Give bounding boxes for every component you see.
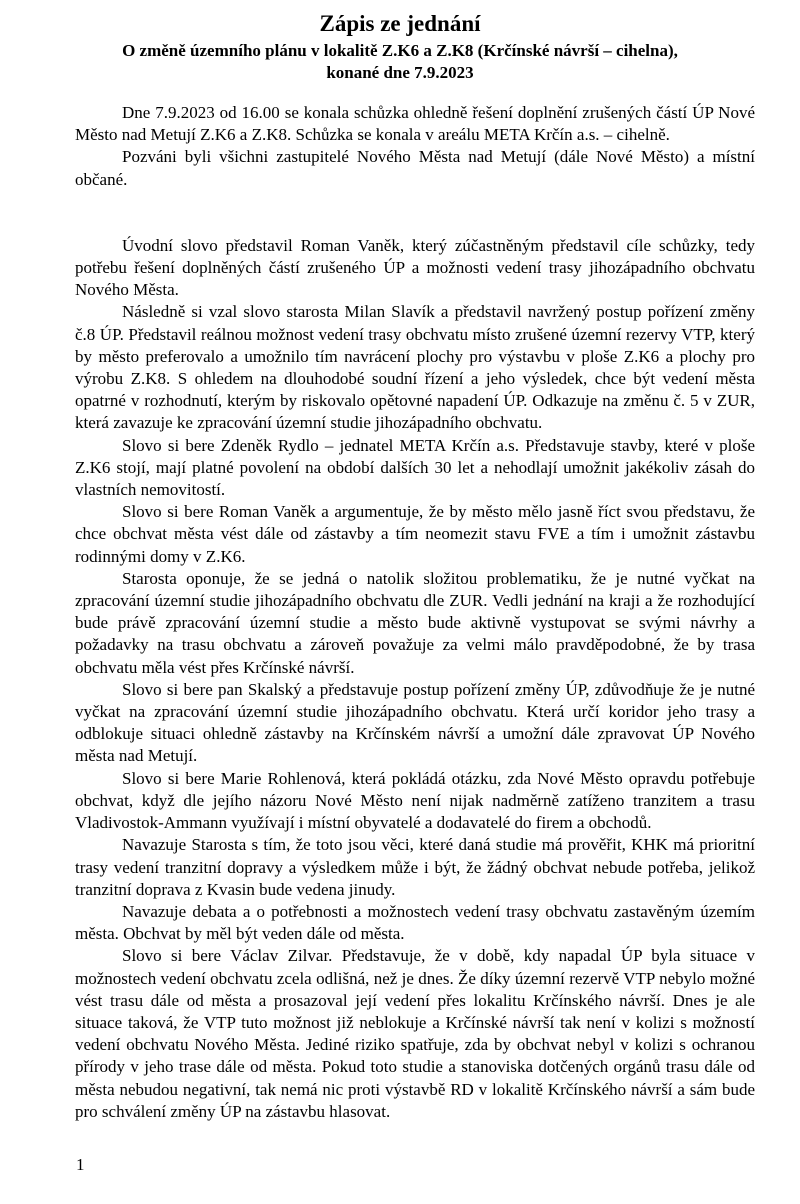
paragraph: Navazuje Starosta s tím, že toto jsou věci, které daná studie má prověřit, KHK má prioritní trasy vedení tranzitní dopravy a výsledkem může i být, že žádný obchvat nebude potřeba, jelikož tranzitní doprava z Kvasin bude vedena jinudy.: [75, 835, 755, 899]
paragraph: Slovo si bere Václav Zilvar. Představuje, že v době, kdy napadal ÚP byla situace v možnostech vedení obchvatu zcela odlišná, než je dnes. Že díky územní rezervě VTP nebylo možné vést trasu dále od města a prosazoval její vedení přes lokalitu Krčínského návrší. Dnes je ale situace taková, že VTP tuto možnost již neblokuje a Krčínské návrší tak není v kolizi s možností vedení obchvatu Nového Města. Jediné riziko spatřuje, zda by obchvat nebyl v kolizi s ochranou přírody v jeho trase dále od města. Pokud toto studie a stanoviska dotčených orgánů trasu dále od města nebudou negativní, tak nemá nic proti výstavbě RD v lokalitě Krčínského návrší a sám bude pro schválení změny ÚP na zástavbu hlasovat.: [75, 946, 755, 1121]
paragraph-intro: Pozváni byli všichni zastupitelé Nového Města nad Metují (dále Nové Město) a místní občané.: [75, 147, 755, 189]
paragraph: Úvodní slovo představil Roman Vaněk, který zúčastněným představil cíle schůzky, tedy potřebu řešení doplněných částí zrušeného ÚP a možnosti vedení trasy jihozápadního obchvatu Nového Města.: [75, 235, 755, 300]
paragraph: Starosta oponuje, že se jedná o natolik složitou problematiku, že je nutné vyčkat na zpracování územní studie jihozápadního obchvatu dle ZUR. Vedli jednání na kraji a že rozhodující bude právě zpracování územní studie a město bude aktivně vystupovat se svými návrhy a požadavky na trasu obchvatu a zároveň považuje za velmi málo pravděpodobné, že by trasa obchvatu měla vést přes Krčínské návrší.: [75, 568, 755, 677]
document-body: [75, 102, 755, 1123]
page-number: 1: [76, 1155, 85, 1174]
page-title: Zápis ze jednání: [319, 11, 481, 36]
paragraph: Slovo si bere Roman Vaněk a argumentuje, že by město mělo jasně říct svou představu, že chce obchvat města vést dále od zástavby a tím neomezit stavu FVE a tím i umožnit zástavbu rodinnými domy v Z.K6.: [75, 502, 755, 566]
paragraph-intro: Dne 7.9.2023 od 16.00 se konala schůzka ohledně řešení doplnění zrušených částí ÚP Nové Město nad Metují Z.K6 a Z.K8. Schůzka se konala v areálu META Krčín a.s. – cihelně.: [75, 103, 755, 145]
paragraph: Slovo si bere pan Skalský a představuje postup pořízení změny ÚP, zdůvodňuje že je nutné vyčkat na zpracování územní studie jihozápadního obchvatu. Která určí koridor jeho trasy a odblokuje situaci ohledně zástavby na Krčínském návrší a umožní dále zpravovat ÚP Nového města nad Metují.: [75, 679, 755, 766]
paragraph: Slovo si bere Marie Rohlenová, která pokládá otázku, zda Nové Město opravdu potřebuje obchvat, když dle jejího názoru Nové Město není nijak nadměrně zatíženo tranzitem a trasu Vladivostok-Ammann využívají i místní obyvatelé a dodavatelé do firem a obchodů.: [75, 768, 755, 833]
paragraph: Slovo si bere Zdeněk Rydlo – jednatel META Krčín a.s. Představuje stavby, které v ploše Z.K6 stojí, mají platné povolení na období dalších 30 let a nehodlají umožnit jakékoliv zásah do vlastních nemovitostí.: [75, 435, 755, 500]
subtitle-line-1: O změně územního plánu v lokalitě Z.K6 a Z.K8 (Krčínské návrší – cihelna),: [122, 41, 678, 60]
page-subtitle: [0, 40, 800, 84]
subtitle-line-2: konané dne 7.9.2023: [326, 63, 474, 82]
paragraph: Navazuje debata a o potřebnosti a možnostech vedení trasy obchvatu zastavěným územím města. Obchvat by měl být veden dále od města.: [75, 901, 755, 944]
paragraph-gap: [75, 191, 755, 235]
paragraph: Následně si vzal slovo starosta Milan Slavík a představil navržený postup pořízení změny č.8 ÚP. Představil reálnou možnost vedení trasy obchvatu místo zrušené územní rezervy VTP, který by město preferovalo a umožnilo tím navrácení plochy pro výstavbu v ploše Z.K6 a plochy pro výrobu Z.K8. S ohledem na dlouhodobé soudní řízení a jeho výsledek, chce být vedení města opatrné v rozhodnutí, kterým by riskovalo opětovné napadení ÚP. Odkazuje na změnu č. 5 v ZUR, která zavazuje ke zpracování územní studie jihozápadního obchvatu.: [75, 302, 755, 433]
